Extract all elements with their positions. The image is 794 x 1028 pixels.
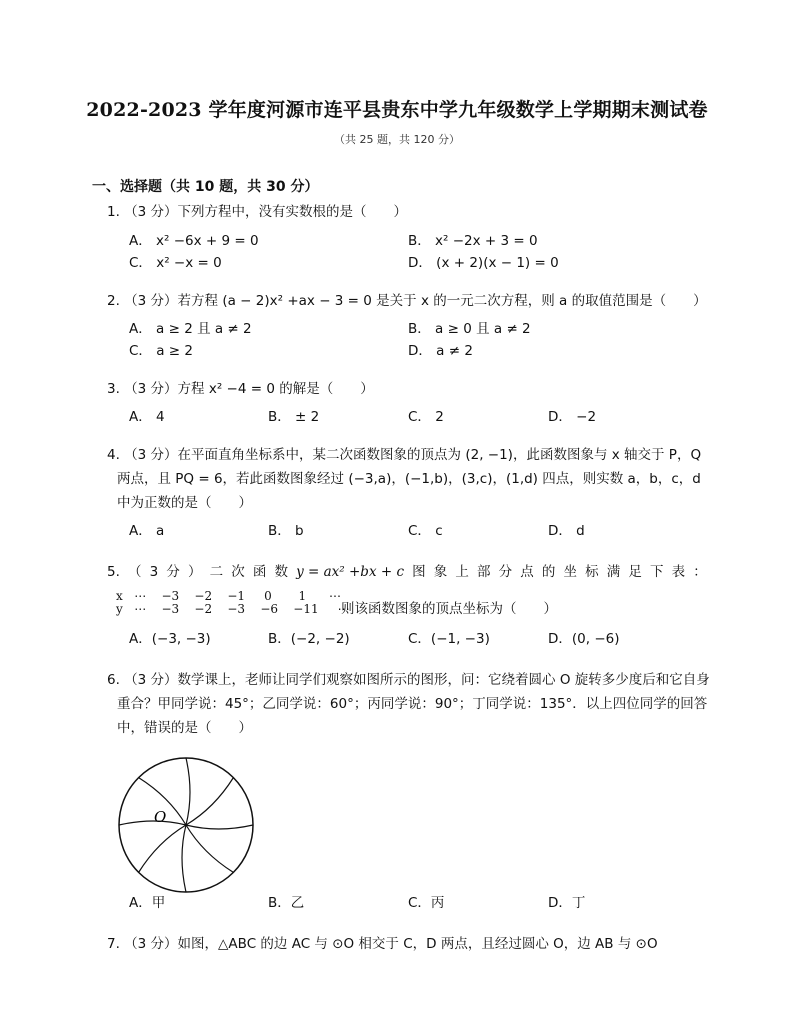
question-4-line-2: 两点，且 PQ = 6，若此函数图象经过 (−3,a)，(−1,b)，(3,c)，(1,d) 四点，则实数 a，b，c，d (117, 471, 701, 487)
question-5-line-1-part: （ (128, 564, 142, 580)
question-4-option-b: B． b (268, 523, 304, 539)
question-5-line-1-part: 数 (274, 564, 288, 580)
question-2-option-d: D． a ≠ 2 (408, 343, 473, 359)
question-5-line-1-part: ： (693, 564, 707, 580)
question-1-option-d: D． (x + 2)(x − 1) = 0 (408, 255, 559, 271)
question-5-option-a: A．(−3, −3) (129, 631, 211, 647)
question-3-option-a: A． 4 (129, 409, 165, 425)
question-5-line-1-part: 点 (520, 564, 534, 580)
spoke-curve (119, 821, 186, 825)
question-4-option-d: D． d (548, 523, 585, 539)
section-heading: 一、选择题（共 10 题，共 30 分） (92, 179, 319, 195)
question-6-option-a: A．甲 (129, 895, 166, 911)
question-7-line-1: 7. （3 分）如图，△ABC 的边 AC 与 ⊙O 相交于 C，D 两点，且经过圆心 O，边 AB 与 ⊙O (107, 936, 658, 952)
question-5-line-1-part: 3 (149, 564, 159, 580)
spoke-curve (186, 825, 253, 829)
question-6-line-3: 中，错误的是（ ） (117, 720, 252, 736)
question-5-line-1-part: 5. (107, 564, 120, 580)
question-5-line-1-part: 分 (498, 564, 513, 580)
question-5-line-1-part: 函 (252, 564, 267, 580)
question-5-line-2: 则该函数图象的顶点坐标为（ ） (341, 601, 557, 617)
question-5-line-1-part: y = ax² +bx + c (296, 564, 405, 580)
question-5-table-x-row: x ⋯ −3 −2 −1 0 1 ⋯ (116, 589, 341, 603)
exam-subtitle: （共 25 题，共 120 分） (334, 133, 460, 146)
curved-spokes (119, 758, 253, 892)
question-6-line-1: 6. （3 分）数学课上，老师让同学们观察如图所示的图形，问：它绕着圆心 O 旋转多少度后和它自身 (107, 672, 710, 688)
question-2-option-a: A． a ≥ 2 且 a ≠ 2 (129, 321, 252, 337)
question-5-line-1-part: ） (187, 564, 202, 580)
center-label: O (154, 808, 167, 826)
question-5-line-1-part: 下 (650, 564, 664, 580)
question-5-line-1-part: 表 (671, 564, 686, 580)
spoke-curve (136, 822, 186, 872)
question-5-line-1 (107, 560, 707, 584)
question-1-option-c: C． x² −x = 0 (129, 255, 222, 271)
question-5-line-1-part: 足 (628, 564, 642, 580)
question-5-line-1-part: 标 (585, 564, 599, 580)
question-5-line-1-part: 次 (231, 564, 245, 580)
question-5-line-1-part: 二 (209, 564, 224, 580)
question-5-line-1-part: 部 (477, 564, 491, 580)
question-5-line-1-part: 象 (433, 564, 448, 580)
spoke-curve (183, 825, 233, 875)
question-3-option-b: B． ± 2 (268, 409, 320, 425)
question-5-line-1-part: 图 (412, 564, 426, 580)
question-5-option-d: D．(0, −6) (548, 631, 620, 647)
question-4-line-3: 中为正数的是（ ） (117, 495, 252, 511)
rotation-figure (116, 755, 256, 895)
spoke-curve (182, 825, 186, 892)
question-5-option-b: B．(−2, −2) (268, 631, 350, 647)
question-5-line-1-part: 上 (455, 564, 469, 580)
question-5-table-y-row: y ⋯ −3 −2 −3 −6 −11 ⋯ (116, 602, 350, 616)
question-6-option-d: D．丁 (548, 895, 586, 911)
question-2-option-c: C． a ≥ 2 (129, 343, 193, 359)
question-5-line-1-part: 坐 (563, 564, 578, 580)
question-2-option-b: B． a ≥ 0 且 a ≠ 2 (408, 321, 531, 337)
question-5-option-c: C．(−1, −3) (408, 631, 490, 647)
question-1-stem: 1. （3 分）下列方程中，没有实数根的是（ ） (107, 204, 408, 220)
question-3-option-c: C． 2 (408, 409, 444, 425)
question-5-line-1-part: 满 (606, 564, 621, 580)
question-2-stem: 2. （3 分）若方程 (a − 2)x² +ax − 3 = 0 是关于 x 的一元二次方程，则 a 的取值范围是（ ） (107, 293, 707, 309)
spoke-curve (186, 778, 236, 828)
question-6-option-b: B．乙 (268, 895, 305, 911)
question-3-option-d: D． −2 (548, 409, 597, 425)
question-4-option-c: C． c (408, 523, 443, 539)
question-5-line-1-part: 的 (541, 564, 556, 580)
exam-title: 2022-2023 学年度河源市连平县贵东中学九年级数学上学期期末测试卷 (86, 99, 708, 121)
spoke-curve (186, 758, 190, 825)
question-4-line-1: 4. （3 分）在平面直角坐标系中，某二次函数图象的顶点为 (2, −1)，此函数图象与 x 轴交于 P，Q (107, 447, 702, 463)
question-3-stem: 3. （3 分）方程 x² −4 = 0 的解是（ ） (107, 381, 374, 397)
question-6-option-c: C．丙 (408, 895, 445, 911)
question-6-line-2: 重合？甲同学说：45°；乙同学说：60°；丙同学说：90°；丁同学说：135°．以上四位同学的回答 (117, 696, 708, 712)
question-1-option-a: A． x² −6x + 9 = 0 (129, 233, 259, 249)
question-1-option-b: B． x² −2x + 3 = 0 (408, 233, 538, 249)
question-4-option-a: A． a (129, 523, 165, 539)
question-5-line-1-part: 分 (166, 564, 180, 580)
